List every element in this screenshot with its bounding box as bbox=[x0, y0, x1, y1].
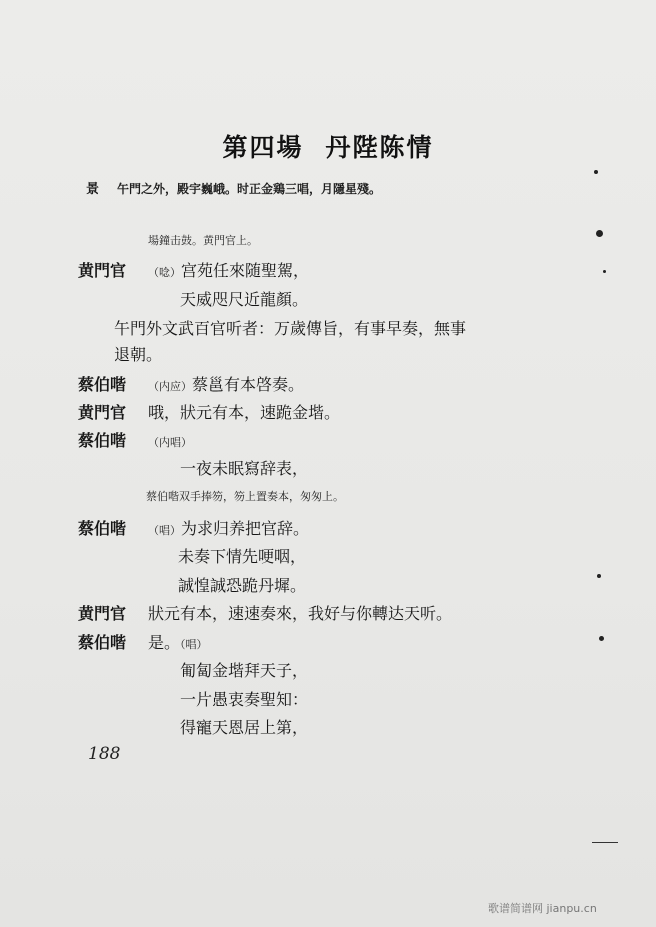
verse-line: 得寵天恩居上第， bbox=[180, 718, 309, 737]
page-title bbox=[0, 128, 656, 164]
verse-line: 一夜未眠寫辞表， bbox=[180, 459, 309, 478]
scene-label: 景 bbox=[86, 182, 100, 197]
scene-description bbox=[86, 178, 381, 197]
page-number: 188 bbox=[88, 744, 121, 764]
verse-line: 未奏下情先哽咽， bbox=[178, 547, 307, 566]
speaker-name: 蔡伯喈 bbox=[78, 519, 127, 538]
dialogue-line bbox=[78, 428, 192, 451]
scene-number: 第四場 bbox=[222, 133, 304, 162]
dialogue-line bbox=[78, 372, 304, 395]
verse-line: 匍匐金堦拜天子， bbox=[180, 661, 309, 680]
dialogue-text: 为求归养把官辞。 bbox=[181, 519, 310, 538]
dialogue-continuation: 午門外文武百官听者：万歲傳旨，有事早奏，無事 bbox=[114, 319, 467, 338]
dialogue-line bbox=[78, 601, 452, 624]
performance-note: （内唱） bbox=[148, 436, 192, 449]
performance-note: （唱） bbox=[180, 638, 208, 651]
scan-mark bbox=[592, 842, 618, 843]
scan-speck bbox=[603, 270, 606, 273]
scan-speck bbox=[594, 170, 598, 174]
verse-line: 天威咫尺近龍顏。 bbox=[180, 290, 309, 309]
speaker-name: 蔡伯喈 bbox=[78, 633, 127, 652]
performance-note: （唱） bbox=[148, 524, 181, 537]
dialogue-text: 宫苑任來随聖駕， bbox=[181, 261, 310, 280]
speaker-name: 黄門官 bbox=[78, 604, 127, 623]
dialogue-text: 哦，狀元有本，速跪金堦。 bbox=[148, 403, 341, 422]
verse-line: 一片愚衷奏聖知： bbox=[180, 690, 309, 709]
stage-direction: 蔡伯喈双手捧笏，笏上置奏本，匆匆上。 bbox=[146, 490, 344, 503]
dialogue-text: 是。 bbox=[148, 633, 181, 652]
scene-name: 丹陛陈情 bbox=[325, 133, 434, 162]
dialogue-line bbox=[78, 258, 309, 281]
verse-line: 誠惶誠恐跪丹墀。 bbox=[178, 576, 307, 595]
performance-note: （内应） bbox=[148, 380, 192, 393]
speaker-name: 蔡伯喈 bbox=[78, 375, 127, 394]
scan-speck bbox=[597, 574, 601, 578]
watermark: 歌谱简谱网 jianpu.cn bbox=[488, 902, 597, 915]
stage-direction: 場鐘击鼓。黄門官上。 bbox=[148, 234, 258, 247]
dialogue-line bbox=[78, 630, 208, 653]
scene-text: 午門之外，殿宇巍峨。时正金鶏三唱，月隱星殘。 bbox=[117, 182, 382, 196]
dialogue-continuation: 退朝。 bbox=[114, 345, 163, 364]
speaker-name: 黄門官 bbox=[78, 403, 127, 422]
speaker-name: 黄門官 bbox=[78, 261, 127, 280]
dialogue-line bbox=[78, 400, 340, 423]
speaker-name: 蔡伯喈 bbox=[78, 431, 127, 450]
scan-speck bbox=[596, 230, 603, 237]
scan-speck bbox=[599, 636, 604, 641]
dialogue-text: 狀元有本，速速奏來，我好与你轉达天听。 bbox=[148, 604, 453, 623]
dialogue-line bbox=[78, 516, 309, 539]
dialogue-text: 蔡邕有本啓奏。 bbox=[192, 375, 305, 394]
performance-note: （唸） bbox=[148, 266, 181, 279]
